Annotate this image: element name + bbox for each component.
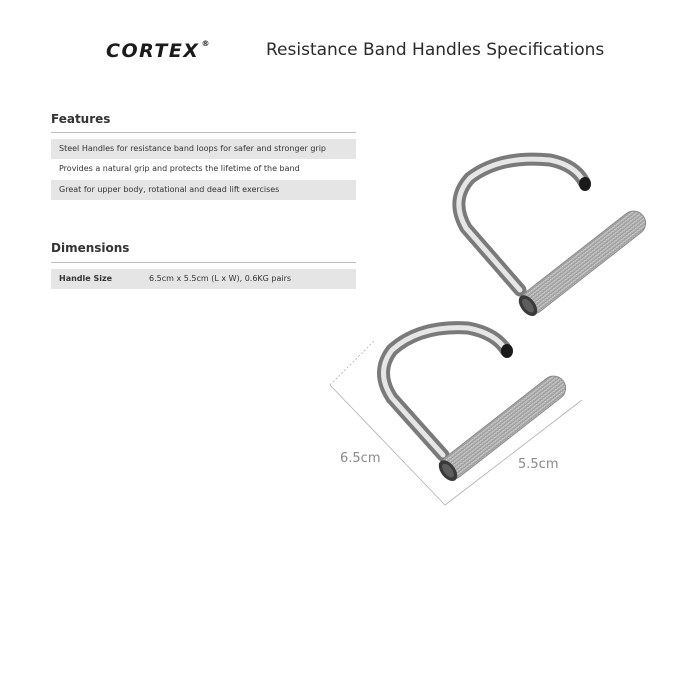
width-measure-label: 5.5cm xyxy=(518,457,559,472)
page-title: Resistance Band Handles Specifications xyxy=(266,40,605,60)
handle-back xyxy=(459,159,651,319)
dimension-lines xyxy=(330,340,582,505)
dimension-value: 6.5cm x 5.5cm (L x W), 0.6KG pairs xyxy=(149,274,292,283)
features-heading: Features xyxy=(51,112,111,126)
dimensions-heading: Dimensions xyxy=(51,241,130,255)
length-measure-label: 6.5cm xyxy=(340,451,381,466)
rod-end-cap xyxy=(501,344,513,358)
trademark-symbol: ® xyxy=(201,38,211,48)
feature-row: Great for upper body, rotational and dead lift exercises xyxy=(51,180,356,200)
dimension-label: Handle Size xyxy=(59,274,113,283)
rod-end-cap xyxy=(579,177,591,191)
feature-row: Provides a natural grip and protects the lifetime of the band xyxy=(59,164,300,173)
brand-name: CORTEX xyxy=(106,40,200,62)
feature-row: Steel Handles for resistance band loops for safer and stronger grip xyxy=(51,139,356,159)
